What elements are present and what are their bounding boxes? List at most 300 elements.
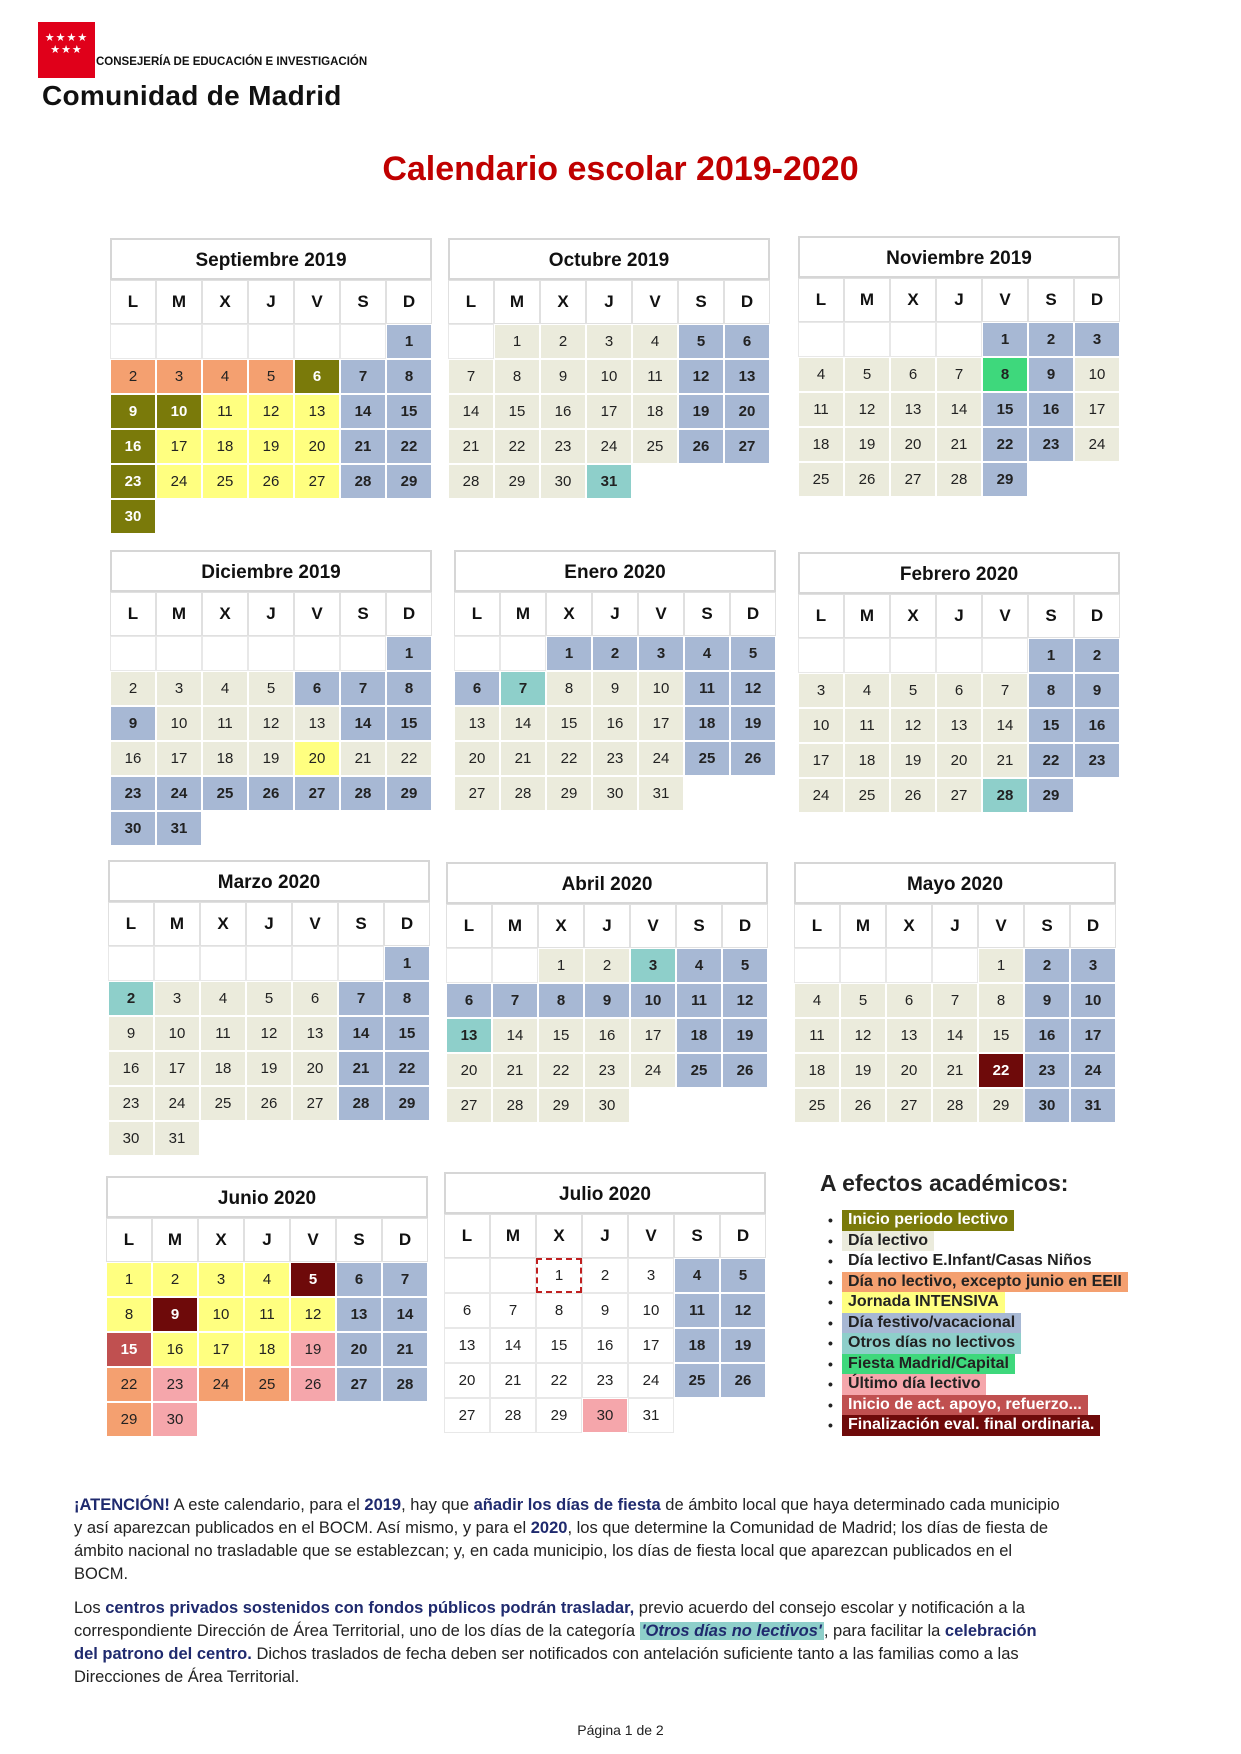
day-cell: 2 [592, 636, 638, 671]
day-cell: 22 [546, 741, 592, 776]
legend-label: Último día lectivo [842, 1374, 986, 1395]
weekday-header: S [340, 280, 386, 324]
day-cell: 21 [448, 429, 494, 464]
day-cell: 13 [294, 706, 340, 741]
month-title: Junio 2020 [106, 1176, 428, 1218]
day-cell: 27 [336, 1367, 382, 1402]
day-cell: 5 [248, 671, 294, 706]
day-cell: 15 [538, 1018, 584, 1053]
day-cell: 16 [582, 1328, 628, 1363]
day-cell: 13 [890, 392, 936, 427]
day-cell: 4 [200, 981, 246, 1016]
empty-cell [936, 638, 982, 673]
empty-cell [844, 322, 890, 357]
day-cell: 24 [628, 1363, 674, 1398]
day-cell: 17 [198, 1332, 244, 1367]
day-cell: 12 [290, 1297, 336, 1332]
month-days-grid [110, 592, 432, 846]
empty-cell [294, 324, 340, 359]
day-cell: 23 [1024, 1053, 1070, 1088]
day-cell: 10 [586, 359, 632, 394]
day-cell: 1 [106, 1262, 152, 1297]
day-cell: 21 [936, 427, 982, 462]
day-cell: 6 [454, 671, 500, 706]
day-cell: 5 [248, 359, 294, 394]
empty-cell [246, 946, 292, 981]
day-cell: 29 [538, 1088, 584, 1123]
day-cell: 7 [382, 1262, 428, 1297]
legend-label: Día lectivo E.Infant/Casas Niños [842, 1251, 1098, 1272]
day-cell: 15 [978, 1018, 1024, 1053]
day-cell: 23 [108, 1086, 154, 1121]
month-title: Octubre 2019 [448, 238, 770, 280]
day-cell: 2 [1028, 322, 1074, 357]
day-cell: 9 [108, 1016, 154, 1051]
page-title: Calendario escolar 2019-2020 [382, 150, 859, 188]
legend-item [828, 1374, 1128, 1395]
month-title: Abril 2020 [446, 862, 768, 904]
weekday-header: D [722, 904, 768, 948]
day-cell: 9 [592, 671, 638, 706]
weekday-header: S [684, 592, 730, 636]
day-cell: 9 [1028, 357, 1074, 392]
day-cell: 8 [1028, 673, 1074, 708]
weekday-header: J [936, 278, 982, 322]
day-cell: 4 [244, 1262, 290, 1297]
day-cell: 2 [110, 359, 156, 394]
day-cell: 26 [722, 1053, 768, 1088]
day-cell: 25 [798, 462, 844, 497]
day-cell: 12 [730, 671, 776, 706]
empty-cell [154, 946, 200, 981]
empty-cell [292, 946, 338, 981]
day-cell: 19 [890, 743, 936, 778]
day-cell: 12 [678, 359, 724, 394]
day-cell: 20 [890, 427, 936, 462]
day-cell: 20 [444, 1363, 490, 1398]
weekday-header: M [156, 280, 202, 324]
comunidad-label: Comunidad de Madrid [42, 80, 342, 111]
weekday-header: M [492, 904, 538, 948]
day-cell: 20 [336, 1332, 382, 1367]
day-cell: 12 [720, 1293, 766, 1328]
page-footer: Página 1 de 2 [577, 1722, 664, 1738]
day-cell: 25 [244, 1367, 290, 1402]
legend-label: Inicio de act. apoyo, refuerzo... [842, 1395, 1088, 1416]
day-cell: 14 [492, 1018, 538, 1053]
day-cell: 6 [294, 359, 340, 394]
weekday-header: V [632, 280, 678, 324]
day-cell: 11 [202, 706, 248, 741]
day-cell: 8 [106, 1297, 152, 1332]
day-cell: 15 [1028, 708, 1074, 743]
day-cell: 13 [446, 1018, 492, 1053]
weekday-header: S [674, 1214, 720, 1258]
day-cell: 18 [676, 1018, 722, 1053]
month-6 [798, 552, 1120, 813]
day-cell: 5 [720, 1258, 766, 1293]
day-cell: 7 [500, 671, 546, 706]
day-cell: 1 [978, 948, 1024, 983]
consejeria-label: CONSEJERÍA DE EDUCACIÓN E INVESTIGACIÓN [96, 56, 368, 68]
day-cell: 24 [1070, 1053, 1116, 1088]
day-cell: 14 [936, 392, 982, 427]
weekday-header: J [932, 904, 978, 948]
weekday-header: X [198, 1218, 244, 1262]
day-cell: 13 [886, 1018, 932, 1053]
empty-cell [340, 636, 386, 671]
day-cell: 19 [290, 1332, 336, 1367]
day-cell: 27 [294, 464, 340, 499]
weekday-header: M [490, 1214, 536, 1258]
day-cell: 22 [106, 1367, 152, 1402]
day-cell: 1 [536, 1258, 582, 1293]
day-cell: 20 [886, 1053, 932, 1088]
day-cell: 27 [444, 1398, 490, 1433]
day-cell: 3 [798, 673, 844, 708]
empty-cell [936, 322, 982, 357]
day-cell: 18 [844, 743, 890, 778]
day-cell: 26 [730, 741, 776, 776]
weekday-header: D [1074, 278, 1120, 322]
empty-cell [156, 636, 202, 671]
day-cell: 17 [798, 743, 844, 778]
empty-cell [890, 638, 936, 673]
day-cell: 20 [446, 1053, 492, 1088]
empty-cell [492, 948, 538, 983]
day-cell: 16 [1074, 708, 1120, 743]
day-cell: 22 [978, 1053, 1024, 1088]
weekday-header: X [536, 1214, 582, 1258]
day-cell: 20 [724, 394, 770, 429]
day-cell: 12 [840, 1018, 886, 1053]
weekday-header: S [1028, 594, 1074, 638]
day-cell: 13 [292, 1016, 338, 1051]
day-cell: 7 [340, 671, 386, 706]
day-cell: 4 [684, 636, 730, 671]
day-cell: 19 [248, 741, 294, 776]
weekday-header: S [678, 280, 724, 324]
day-cell: 10 [798, 708, 844, 743]
empty-cell [248, 324, 294, 359]
day-cell: 28 [932, 1088, 978, 1123]
day-cell: 4 [794, 983, 840, 1018]
day-cell: 21 [338, 1051, 384, 1086]
day-cell: 10 [638, 671, 684, 706]
day-cell: 8 [386, 671, 432, 706]
day-cell: 15 [386, 394, 432, 429]
day-cell: 2 [584, 948, 630, 983]
day-cell: 7 [932, 983, 978, 1018]
weekday-header: V [978, 904, 1024, 948]
day-cell: 10 [1070, 983, 1116, 1018]
month-days-grid [448, 280, 770, 499]
legend-label: Día no lectivo, excepto junio en EEII [842, 1272, 1128, 1293]
day-cell: 31 [1070, 1088, 1116, 1123]
day-cell: 6 [336, 1262, 382, 1297]
day-cell: 15 [982, 392, 1028, 427]
month-title: Diciembre 2019 [110, 550, 432, 592]
day-cell: 16 [110, 741, 156, 776]
day-cell: 13 [454, 706, 500, 741]
day-cell: 9 [110, 706, 156, 741]
day-cell: 18 [798, 427, 844, 462]
day-cell: 3 [638, 636, 684, 671]
day-cell: 28 [448, 464, 494, 499]
day-cell: 28 [490, 1398, 536, 1433]
weekday-header: V [630, 904, 676, 948]
day-cell: 2 [582, 1258, 628, 1293]
day-cell: 5 [844, 357, 890, 392]
day-cell: 31 [156, 811, 202, 846]
weekday-header: L [798, 278, 844, 322]
day-cell: 7 [936, 357, 982, 392]
day-cell: 16 [584, 1018, 630, 1053]
empty-cell [840, 948, 886, 983]
day-cell: 21 [932, 1053, 978, 1088]
day-cell: 23 [110, 776, 156, 811]
day-cell: 15 [386, 706, 432, 741]
bullet-icon: • [828, 1396, 833, 1413]
day-cell: 7 [338, 981, 384, 1016]
weekday-header: L [110, 592, 156, 636]
day-cell: 2 [108, 981, 154, 1016]
day-cell: 10 [628, 1293, 674, 1328]
legend-title: A efectos académicos: [820, 1170, 1069, 1196]
day-cell: 7 [492, 983, 538, 1018]
day-cell: 5 [730, 636, 776, 671]
weekday-header: J [582, 1214, 628, 1258]
empty-cell [886, 948, 932, 983]
month-title: Enero 2020 [454, 550, 776, 592]
day-cell: 28 [936, 462, 982, 497]
day-cell: 18 [200, 1051, 246, 1086]
day-cell: 11 [794, 1018, 840, 1053]
weekday-header: V [628, 1214, 674, 1258]
day-cell: 6 [724, 324, 770, 359]
day-cell: 8 [546, 671, 592, 706]
weekday-header: M [844, 594, 890, 638]
weekday-header: J [248, 592, 294, 636]
day-cell: 14 [338, 1016, 384, 1051]
day-cell: 15 [384, 1016, 430, 1051]
month-title: Marzo 2020 [108, 860, 430, 902]
day-cell: 20 [936, 743, 982, 778]
day-cell: 21 [382, 1332, 428, 1367]
day-cell: 1 [494, 324, 540, 359]
day-cell: 26 [720, 1363, 766, 1398]
bullet-icon: • [828, 1212, 833, 1228]
empty-cell [500, 636, 546, 671]
bullet-icon: • [828, 1253, 833, 1269]
weekday-header: X [202, 592, 248, 636]
bullet-icon: • [828, 1314, 833, 1331]
note-private-centers: Los centros privados sostenidos con fondos públicos podrán trasladar, previo acuerdo del consejo escolar y notificación a la correspondiente Dirección de Área Territorial, uno de los días de la categoría 'Otros días no lectivos' , para facilitar la celebración del patrono del centro. Dichos traslados de fecha deben ser notificados con antelación suficiente tanto a las familias como a las Direcciones de Área Territorial. [74, 1599, 1037, 1686]
day-cell: 8 [982, 357, 1028, 392]
day-cell: 1 [386, 324, 432, 359]
day-cell: 14 [490, 1328, 536, 1363]
day-cell: 7 [490, 1293, 536, 1328]
empty-cell [110, 636, 156, 671]
day-cell: 26 [890, 778, 936, 813]
legend-label: Inicio periodo lectivo [842, 1210, 1014, 1231]
day-cell: 17 [586, 394, 632, 429]
weekday-header: D [386, 280, 432, 324]
day-cell: 23 [582, 1363, 628, 1398]
day-cell: 11 [844, 708, 890, 743]
day-cell: 31 [628, 1398, 674, 1433]
day-cell: 2 [1074, 638, 1120, 673]
day-cell: 23 [540, 429, 586, 464]
day-cell: 24 [638, 741, 684, 776]
day-cell: 10 [156, 394, 202, 429]
day-cell: 25 [684, 741, 730, 776]
day-cell: 25 [202, 776, 248, 811]
weekday-header: D [1070, 904, 1116, 948]
legend-label: Fiesta Madrid/Capital [842, 1354, 1015, 1375]
day-cell: 3 [586, 324, 632, 359]
day-cell: 8 [386, 359, 432, 394]
bullet-icon: • [828, 1273, 833, 1290]
day-cell: 24 [198, 1367, 244, 1402]
day-cell: 11 [202, 394, 248, 429]
day-cell: 29 [978, 1088, 1024, 1123]
day-cell: 9 [110, 394, 156, 429]
day-cell: 23 [1028, 427, 1074, 462]
day-cell: 5 [246, 981, 292, 1016]
month-5 [454, 550, 776, 811]
day-cell: 4 [202, 359, 248, 394]
weekday-header: M [154, 902, 200, 946]
day-cell: 6 [936, 673, 982, 708]
day-cell: 6 [294, 671, 340, 706]
day-cell: 9 [1024, 983, 1070, 1018]
legend-item [828, 1313, 1128, 1334]
month-9 [794, 862, 1116, 1123]
day-cell: 23 [152, 1367, 198, 1402]
day-cell: 12 [248, 706, 294, 741]
legend-label: Día festivo/vacacional [842, 1313, 1021, 1334]
day-cell: 16 [110, 429, 156, 464]
day-cell: 8 [538, 983, 584, 1018]
month-days-grid [794, 904, 1116, 1123]
weekday-header: S [340, 592, 386, 636]
day-cell: 22 [982, 427, 1028, 462]
day-cell: 2 [1024, 948, 1070, 983]
day-cell: 3 [198, 1262, 244, 1297]
day-cell: 25 [200, 1086, 246, 1121]
day-cell: 23 [592, 741, 638, 776]
legend-item [828, 1210, 1128, 1231]
weekday-header: L [798, 594, 844, 638]
month-days-grid [444, 1214, 766, 1433]
day-cell: 30 [584, 1088, 630, 1123]
day-cell: 27 [936, 778, 982, 813]
day-cell: 29 [384, 1086, 430, 1121]
weekday-header: S [336, 1218, 382, 1262]
day-cell: 27 [454, 776, 500, 811]
day-cell: 15 [536, 1328, 582, 1363]
empty-cell [248, 636, 294, 671]
empty-cell [490, 1258, 536, 1293]
day-cell: 30 [108, 1121, 154, 1156]
weekday-header: S [338, 902, 384, 946]
day-cell: 25 [202, 464, 248, 499]
day-cell: 25 [794, 1088, 840, 1123]
day-cell: 25 [844, 778, 890, 813]
day-cell: 9 [1074, 673, 1120, 708]
weekday-header: X [202, 280, 248, 324]
weekday-header: L [106, 1218, 152, 1262]
day-cell: 17 [1074, 392, 1120, 427]
day-cell: 26 [840, 1088, 886, 1123]
day-cell: 3 [156, 359, 202, 394]
bullet-icon: • [828, 1376, 833, 1392]
month-title: Septiembre 2019 [110, 238, 432, 280]
day-cell: 24 [156, 776, 202, 811]
empty-cell [202, 636, 248, 671]
weekday-header: D [730, 592, 776, 636]
day-cell: 17 [628, 1328, 674, 1363]
day-cell: 10 [1074, 357, 1120, 392]
day-cell: 6 [890, 357, 936, 392]
weekday-header: V [290, 1218, 336, 1262]
weekday-header: L [454, 592, 500, 636]
madrid-logo [38, 22, 95, 78]
weekday-header: V [638, 592, 684, 636]
empty-cell [454, 636, 500, 671]
legend [828, 1210, 1128, 1436]
day-cell: 27 [446, 1088, 492, 1123]
day-cell: 29 [386, 464, 432, 499]
day-cell: 27 [724, 429, 770, 464]
day-cell: 30 [540, 464, 586, 499]
day-cell: 16 [1028, 392, 1074, 427]
day-cell: 19 [840, 1053, 886, 1088]
day-cell: 19 [678, 394, 724, 429]
day-cell: 3 [154, 981, 200, 1016]
day-cell: 1 [546, 636, 592, 671]
empty-cell [448, 324, 494, 359]
day-cell: 4 [202, 671, 248, 706]
day-cell: 30 [582, 1398, 628, 1433]
day-cell: 11 [676, 983, 722, 1018]
day-cell: 4 [676, 948, 722, 983]
weekday-header: L [448, 280, 494, 324]
day-cell: 26 [248, 464, 294, 499]
month-days-grid [798, 594, 1120, 813]
day-cell: 28 [338, 1086, 384, 1121]
day-cell: 7 [448, 359, 494, 394]
weekday-header: J [244, 1218, 290, 1262]
day-cell: 12 [722, 983, 768, 1018]
day-cell: 31 [586, 464, 632, 499]
day-cell: 29 [1028, 778, 1074, 813]
empty-cell [108, 946, 154, 981]
weekday-header: X [890, 278, 936, 322]
month-8 [446, 862, 768, 1123]
day-cell: 24 [630, 1053, 676, 1088]
day-cell: 31 [638, 776, 684, 811]
weekday-header: X [200, 902, 246, 946]
day-cell: 14 [340, 706, 386, 741]
bullet-icon: • [828, 1417, 833, 1433]
bullet-icon: • [828, 1294, 833, 1310]
day-cell: 1 [384, 946, 430, 981]
bullet-icon: • [828, 1355, 833, 1372]
day-cell: 26 [844, 462, 890, 497]
month-title: Julio 2020 [444, 1172, 766, 1214]
